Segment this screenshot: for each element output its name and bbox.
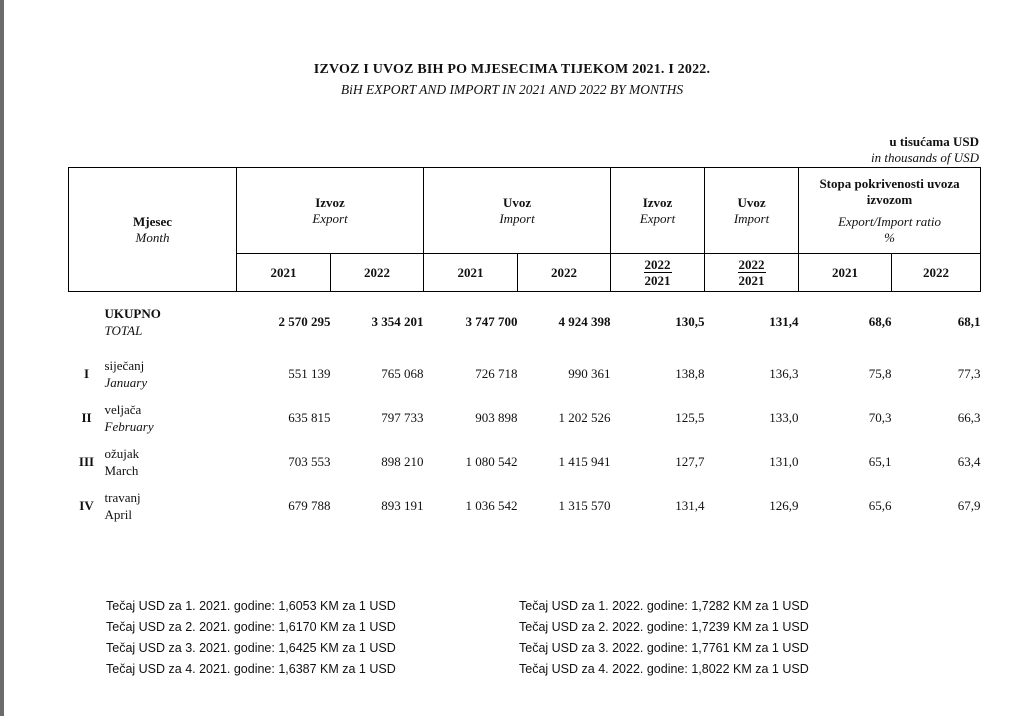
page-title: IZVOZ I UVOZ BIH PO MJESECIMA TIJEKOM 2021. I 2022.	[313, 62, 711, 77]
row-roman: I	[83, 365, 90, 381]
header-export: Izvoz Export	[237, 168, 424, 254]
cell-value: 898 210	[381, 453, 424, 469]
unit-label: u tisućama USD	[889, 134, 979, 149]
header-export-2022: 2022	[331, 254, 424, 292]
total-value: 3 354 201	[371, 313, 424, 329]
total-row	[69, 292, 981, 352]
cell-value: 125,5	[675, 409, 705, 425]
cell-value: 551 139	[288, 365, 331, 381]
rate-line: Tečaj USD za 1. 2022. godine: 1,7282 KM za 1 USD	[519, 599, 809, 613]
cell-value: 1 415 941	[558, 453, 611, 469]
total-value: 68,6	[868, 313, 892, 329]
cell-value: 131,4	[675, 497, 705, 513]
cell-value: 797 733	[381, 409, 424, 425]
rate-line: Tečaj USD za 2. 2022. godine: 1,7239 KM za 1 USD	[519, 620, 809, 634]
page-left-edge	[0, 0, 4, 716]
row-month: ožujak March	[104, 445, 140, 478]
cell-value: 77,3	[957, 365, 981, 381]
cell-value: 70,3	[868, 409, 892, 425]
cell-value: 133,0	[769, 409, 799, 425]
table-row	[69, 440, 981, 484]
unit-label-en: in thousands of USD	[871, 150, 979, 165]
cell-value: 138,8	[675, 365, 705, 381]
cell-value: 990 361	[568, 365, 611, 381]
row-month: siječanj January	[104, 357, 148, 390]
cell-value: 63,4	[957, 453, 981, 469]
cell-value: 679 788	[288, 497, 331, 513]
cell-value: 65,1	[868, 453, 892, 469]
rate-line: Tečaj USD za 4. 2021. godine: 1,6387 KM za 1 USD	[106, 662, 396, 676]
header-coverage: Stopa pokrivenosti uvoza izvozom Export/Import ratio %	[799, 168, 981, 254]
row-roman: III	[78, 453, 95, 469]
cell-value: 1 080 542	[465, 453, 518, 469]
header-import-2021: 2021	[424, 254, 518, 292]
cell-value: 67,9	[957, 497, 981, 513]
rate-line: Tečaj USD za 1. 2021. godine: 1,6053 KM za 1 USD	[106, 599, 396, 613]
rate-line: Tečaj USD za 2. 2021. godine: 1,6170 KM za 1 USD	[106, 620, 396, 634]
cell-value: 136,3	[769, 365, 799, 381]
cell-value: 903 898	[475, 409, 518, 425]
total-value: 3 747 700	[465, 313, 518, 329]
rate-line: Tečaj USD za 3. 2022. godine: 1,7761 KM za 1 USD	[519, 641, 809, 655]
total-value: 2 570 295	[278, 313, 331, 329]
rate-line: Tečaj USD za 4. 2022. godine: 1,8022 KM za 1 USD	[519, 662, 809, 676]
header-ratio-export: Izvoz Export	[611, 168, 705, 254]
cell-value: 75,8	[868, 365, 892, 381]
header-coverage-2021: 2021	[799, 254, 892, 292]
header-export-index: $\frac{2022}{2021}$	[611, 254, 705, 292]
row-roman: IV	[79, 497, 94, 513]
cell-value: 765 068	[381, 365, 424, 381]
header-ratio-import: Uvoz Import	[705, 168, 799, 254]
cell-value: 131,0	[769, 453, 799, 469]
cell-value: 66,3	[957, 409, 981, 425]
table-row	[69, 352, 981, 396]
cell-value: 1 315 570	[558, 497, 611, 513]
header-coverage-2022: 2022	[892, 254, 981, 292]
row-roman: II	[81, 409, 92, 425]
header-month: Mjesec Month	[69, 168, 237, 292]
cell-value: 1 036 542	[465, 497, 518, 513]
header-import: Uvoz Import	[424, 168, 611, 254]
page-subtitle: BiH EXPORT AND IMPORT IN 2021 AND 2022 BY MONTHS	[340, 82, 684, 97]
cell-value: 893 191	[381, 497, 424, 513]
table-row	[69, 396, 981, 440]
header-import-index: $\frac{2022}{2021}$	[705, 254, 799, 292]
header-export-2021: 2021	[237, 254, 331, 292]
trade-table	[68, 167, 981, 528]
exchange-rates-2022	[519, 596, 809, 680]
cell-value: 703 553	[288, 453, 331, 469]
cell-value: 1 202 526	[558, 409, 611, 425]
total-value: 68,1	[957, 313, 981, 329]
cell-value: 126,9	[769, 497, 799, 513]
total-value: 131,4	[769, 313, 799, 329]
cell-value: 127,7	[675, 453, 705, 469]
cell-value: 726 718	[475, 365, 518, 381]
total-label: UKUPNO TOTAL	[104, 305, 161, 338]
cell-value: 635 815	[288, 409, 331, 425]
rate-line: Tečaj USD za 3. 2021. godine: 1,6425 KM za 1 USD	[106, 641, 396, 655]
row-month: travanj April	[104, 489, 141, 522]
row-month: veljača February	[104, 401, 154, 434]
total-value: 4 924 398	[558, 313, 611, 329]
table-row	[69, 484, 981, 528]
header-import-2022: 2022	[518, 254, 611, 292]
exchange-rates-2021	[106, 596, 396, 680]
cell-value: 65,6	[868, 497, 892, 513]
total-value: 130,5	[675, 313, 705, 329]
